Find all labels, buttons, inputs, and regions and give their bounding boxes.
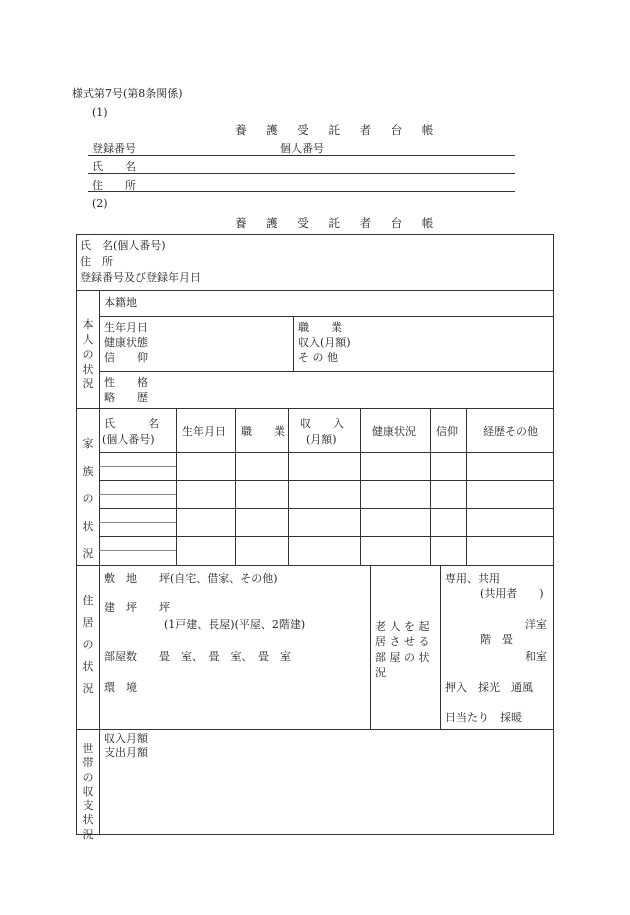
family-row-1 — [99, 452, 554, 453]
part2-label: (2) — [92, 197, 108, 210]
divider-family-top — [76, 408, 554, 409]
private-shared-label: 専用、共用 — [445, 572, 500, 585]
expense-monthly-label: 支出月額 — [104, 746, 148, 759]
family-col-5 — [430, 408, 431, 565]
name-label: 氏 名 — [92, 160, 136, 173]
family-col-faith: 信仰 — [436, 425, 458, 438]
divider-household-top — [76, 729, 554, 730]
job-label: 職 業 — [298, 321, 342, 334]
divider-personal-mid — [293, 316, 294, 371]
character-label: 性 格 — [104, 376, 148, 389]
family-col-job: 職 業 — [241, 425, 285, 438]
family-row-2 — [99, 480, 554, 481]
page-title-1: 養 護 受 託 者 台 帳 — [235, 123, 442, 137]
family-col-health: 健康状況 — [372, 425, 416, 438]
japanese-room-label: 和室 — [525, 650, 547, 663]
personal-no-label: 個人番号 — [280, 142, 324, 155]
family-row-3 — [99, 508, 554, 509]
divider-top — [76, 290, 554, 291]
income-label: 収入(月額) — [298, 336, 351, 349]
divider-housing-top — [76, 565, 554, 566]
housing-col-2 — [440, 565, 441, 729]
family-col-birth: 生年月日 — [182, 425, 226, 438]
form-label: 様式第7号(第8条関係) — [72, 87, 183, 100]
divider-personal-2 — [99, 371, 554, 372]
personal-side-label: 本 人 の 状 況 — [82, 318, 94, 391]
sun-heat-label: 日当たり 採暖 — [445, 711, 522, 724]
site-label: 敷 地 坪(自宅、借家、その他) — [104, 572, 278, 585]
floor-tatami-label: 階 畳 — [480, 633, 513, 646]
elder-room-label: 老 人 を 起 居 さ せ る 部 屋 の 状 況 — [375, 620, 430, 680]
family-col-1 — [176, 408, 177, 565]
faith-label: 信 仰 — [104, 351, 148, 364]
family-col-name2: (個人番号) — [102, 433, 155, 446]
family-col-6 — [466, 408, 467, 565]
address-label: 住 所 — [92, 179, 136, 192]
building-type-label: (1戸建、長屋)(平屋、2階建) — [164, 618, 306, 631]
reg-no-label: 登録番号 — [92, 142, 136, 155]
top-reg-line: 登録番号及び登録年月日 — [80, 271, 201, 284]
income-monthly-label: 収入月額 — [104, 732, 148, 745]
page-title-2: 養 護 受 託 者 台 帳 — [235, 216, 442, 230]
family-sub-1 — [99, 466, 176, 467]
household-side-label: 世 帯 の 収 支 状 況 — [82, 742, 94, 841]
rooms-label: 部屋数 畳 室、 畳 室、 畳 室 — [104, 650, 291, 663]
family-col-3 — [288, 408, 289, 565]
top-address-line: 住 所 — [80, 255, 113, 268]
domicile-label: 本籍地 — [104, 296, 137, 309]
family-col-income: 収 入 — [300, 417, 344, 430]
family-sub-4 — [99, 550, 176, 551]
career-label: 略 歴 — [104, 391, 148, 404]
address-underline — [88, 191, 515, 192]
housing-col-1 — [370, 565, 371, 729]
part1-label: (1) — [92, 106, 108, 119]
family-sub-3 — [99, 522, 176, 523]
environment-label: 環 境 — [104, 681, 137, 694]
sharer-label: (共用者 ) — [480, 587, 544, 600]
family-col-career: 経歴その他 — [483, 425, 538, 438]
family-col-2 — [235, 408, 236, 565]
western-room-label: 洋室 — [525, 618, 547, 631]
storage-light-label: 押入 採光 通風 — [445, 681, 533, 694]
family-sub-2 — [99, 494, 176, 495]
family-row-4 — [99, 536, 554, 537]
health-label: 健康状態 — [104, 336, 148, 349]
reg-no-underline — [88, 155, 515, 156]
family-col-4 — [360, 408, 361, 565]
name-underline — [88, 173, 515, 174]
divider-domicile — [99, 316, 554, 317]
family-side-label: 家 族 の 状 況 — [82, 437, 94, 560]
birth-label: 生年月日 — [104, 321, 148, 334]
family-col-name: 氏 名 — [104, 417, 159, 430]
building-label: 建 坪 坪 — [104, 601, 170, 614]
family-col-income2: (月額) — [306, 433, 337, 446]
housing-side-label: 住 居 の 状 況 — [82, 594, 94, 695]
other-label: そ の 他 — [298, 351, 338, 364]
top-name-line: 氏 名(個人番号) — [80, 239, 166, 252]
